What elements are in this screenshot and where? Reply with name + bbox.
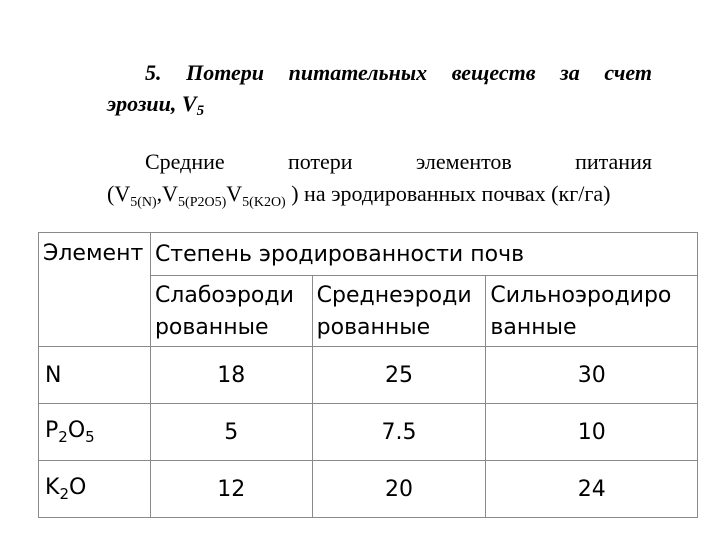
value-cell: 30 — [486, 347, 698, 404]
value-cell: 18 — [150, 347, 312, 404]
para-sub-p: 5(P2O5) — [178, 195, 227, 210]
paragraph-line-2 — [107, 178, 652, 219]
para-rest: ) на эродированных почвах (кг/га) — [285, 181, 611, 206]
table-header-row — [39, 233, 698, 276]
element-symbol: P — [45, 418, 59, 443]
element-subscript: 2 — [58, 428, 68, 446]
element-subscript: 2 — [59, 485, 69, 503]
medium-erosion-header: Среднеэроди рованные — [312, 276, 486, 347]
value-cell: 5 — [150, 404, 312, 461]
description-paragraph — [107, 146, 652, 219]
heading-word: 5. — [145, 60, 162, 85]
heading-line-1 — [107, 57, 652, 88]
heading-subscript: 5 — [196, 103, 205, 119]
element-cell — [39, 404, 151, 461]
heading-line2-text: эрозии, V — [107, 91, 197, 116]
strong-erosion-header: Сильноэродиро ванные — [486, 276, 698, 347]
para-word: питания — [575, 149, 652, 174]
table-row — [39, 404, 698, 461]
value-cell: 12 — [150, 461, 312, 518]
heading-line-2 — [107, 88, 652, 127]
value-cell: 25 — [312, 347, 486, 404]
para-word: потери — [287, 149, 353, 174]
heading-word: за — [560, 60, 580, 85]
para-v: V — [226, 181, 243, 206]
element-symbol: O — [68, 475, 87, 500]
element-symbol: N — [45, 362, 62, 388]
para-sub-n: 5(N) — [130, 195, 157, 210]
element-symbol: O — [67, 418, 86, 443]
element-symbol: K — [45, 475, 60, 500]
para-comma: ,V — [156, 181, 179, 206]
section-heading — [107, 57, 652, 127]
value-cell: 24 — [486, 461, 698, 518]
weak-erosion-header: Слабоэроди рованные — [150, 276, 312, 347]
nutrient-loss-table — [38, 232, 698, 518]
erosion-degree-header: Степень эродированности почв — [150, 233, 697, 276]
table-row — [39, 461, 698, 518]
para-word: Средние — [145, 149, 225, 174]
value-cell: 7.5 — [312, 404, 486, 461]
value-cell: 10 — [486, 404, 698, 461]
element-cell — [39, 461, 151, 518]
heading-word: веществ — [451, 60, 536, 85]
element-header: Элемент — [39, 233, 151, 347]
element-subscript: 5 — [85, 428, 95, 446]
paragraph-line-1 — [107, 146, 652, 178]
para-word: элементов — [415, 149, 512, 174]
value-cell: 20 — [312, 461, 486, 518]
element-cell — [39, 347, 151, 404]
heading-word: Потери — [186, 60, 265, 85]
para-sub-k: 5(K2O) — [242, 195, 286, 210]
heading-word: счет — [604, 60, 652, 85]
heading-word: питательных — [288, 60, 428, 85]
para-open: (V — [107, 181, 131, 206]
table-row — [39, 347, 698, 404]
